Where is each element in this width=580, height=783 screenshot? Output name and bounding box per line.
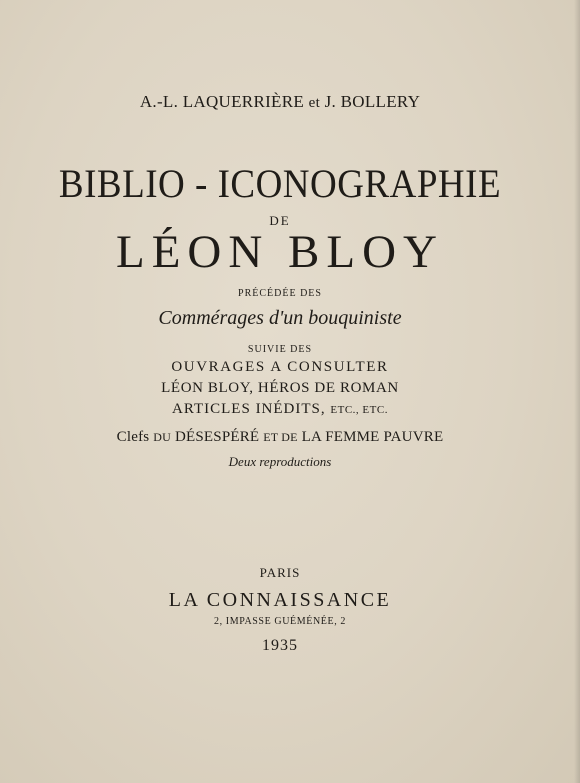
contents-line-3 xyxy=(0,401,560,418)
keys-clefs: Clefs xyxy=(116,429,150,445)
contents-line-3-main: ARTICLES INÉDITS, xyxy=(172,401,326,417)
publisher-address: 2, IMPASSE GUÉMÉNÉE, 2 xyxy=(213,616,346,627)
contents-line-1: OUVRAGES A CONSULTER xyxy=(171,359,389,375)
keys-du: DU xyxy=(153,430,172,444)
publication-year: 1935 xyxy=(262,637,298,654)
authors xyxy=(0,92,560,112)
keys-book-2: LA FEMME PAUVRE xyxy=(301,429,444,445)
contents-line-2: LÉON BLOY, HÉROS DE ROMAN xyxy=(161,380,399,396)
keys-line xyxy=(0,429,560,446)
author-second: J. BOLLERY xyxy=(324,92,421,111)
keys-et-de: ET DE xyxy=(263,430,298,444)
preface-title: Commérages d'un bouquiniste xyxy=(158,307,402,329)
author-conjunction: et xyxy=(308,95,321,111)
publisher-city: PARIS xyxy=(259,565,301,580)
keys-book-1: DÉSESPÉRÉ xyxy=(174,429,260,445)
title-de: DE xyxy=(269,213,291,228)
preceded-by-label: PRÉCÉDÉE DES xyxy=(238,288,322,299)
contents-line-3-etc: ETC., ETC. xyxy=(330,404,388,416)
author-first: A.-L. LAQUERRIÈRE xyxy=(139,92,305,111)
title-line-2: LÉON BLOY xyxy=(116,226,444,278)
followed-by-label: SUIVIE DES xyxy=(247,344,313,355)
publisher-name: LA CONNAISSANCE xyxy=(168,589,392,611)
title-line-1: BIBLIO - ICONOGRAPHIE xyxy=(58,162,502,207)
reproductions-note: Deux reproductions xyxy=(228,454,332,469)
